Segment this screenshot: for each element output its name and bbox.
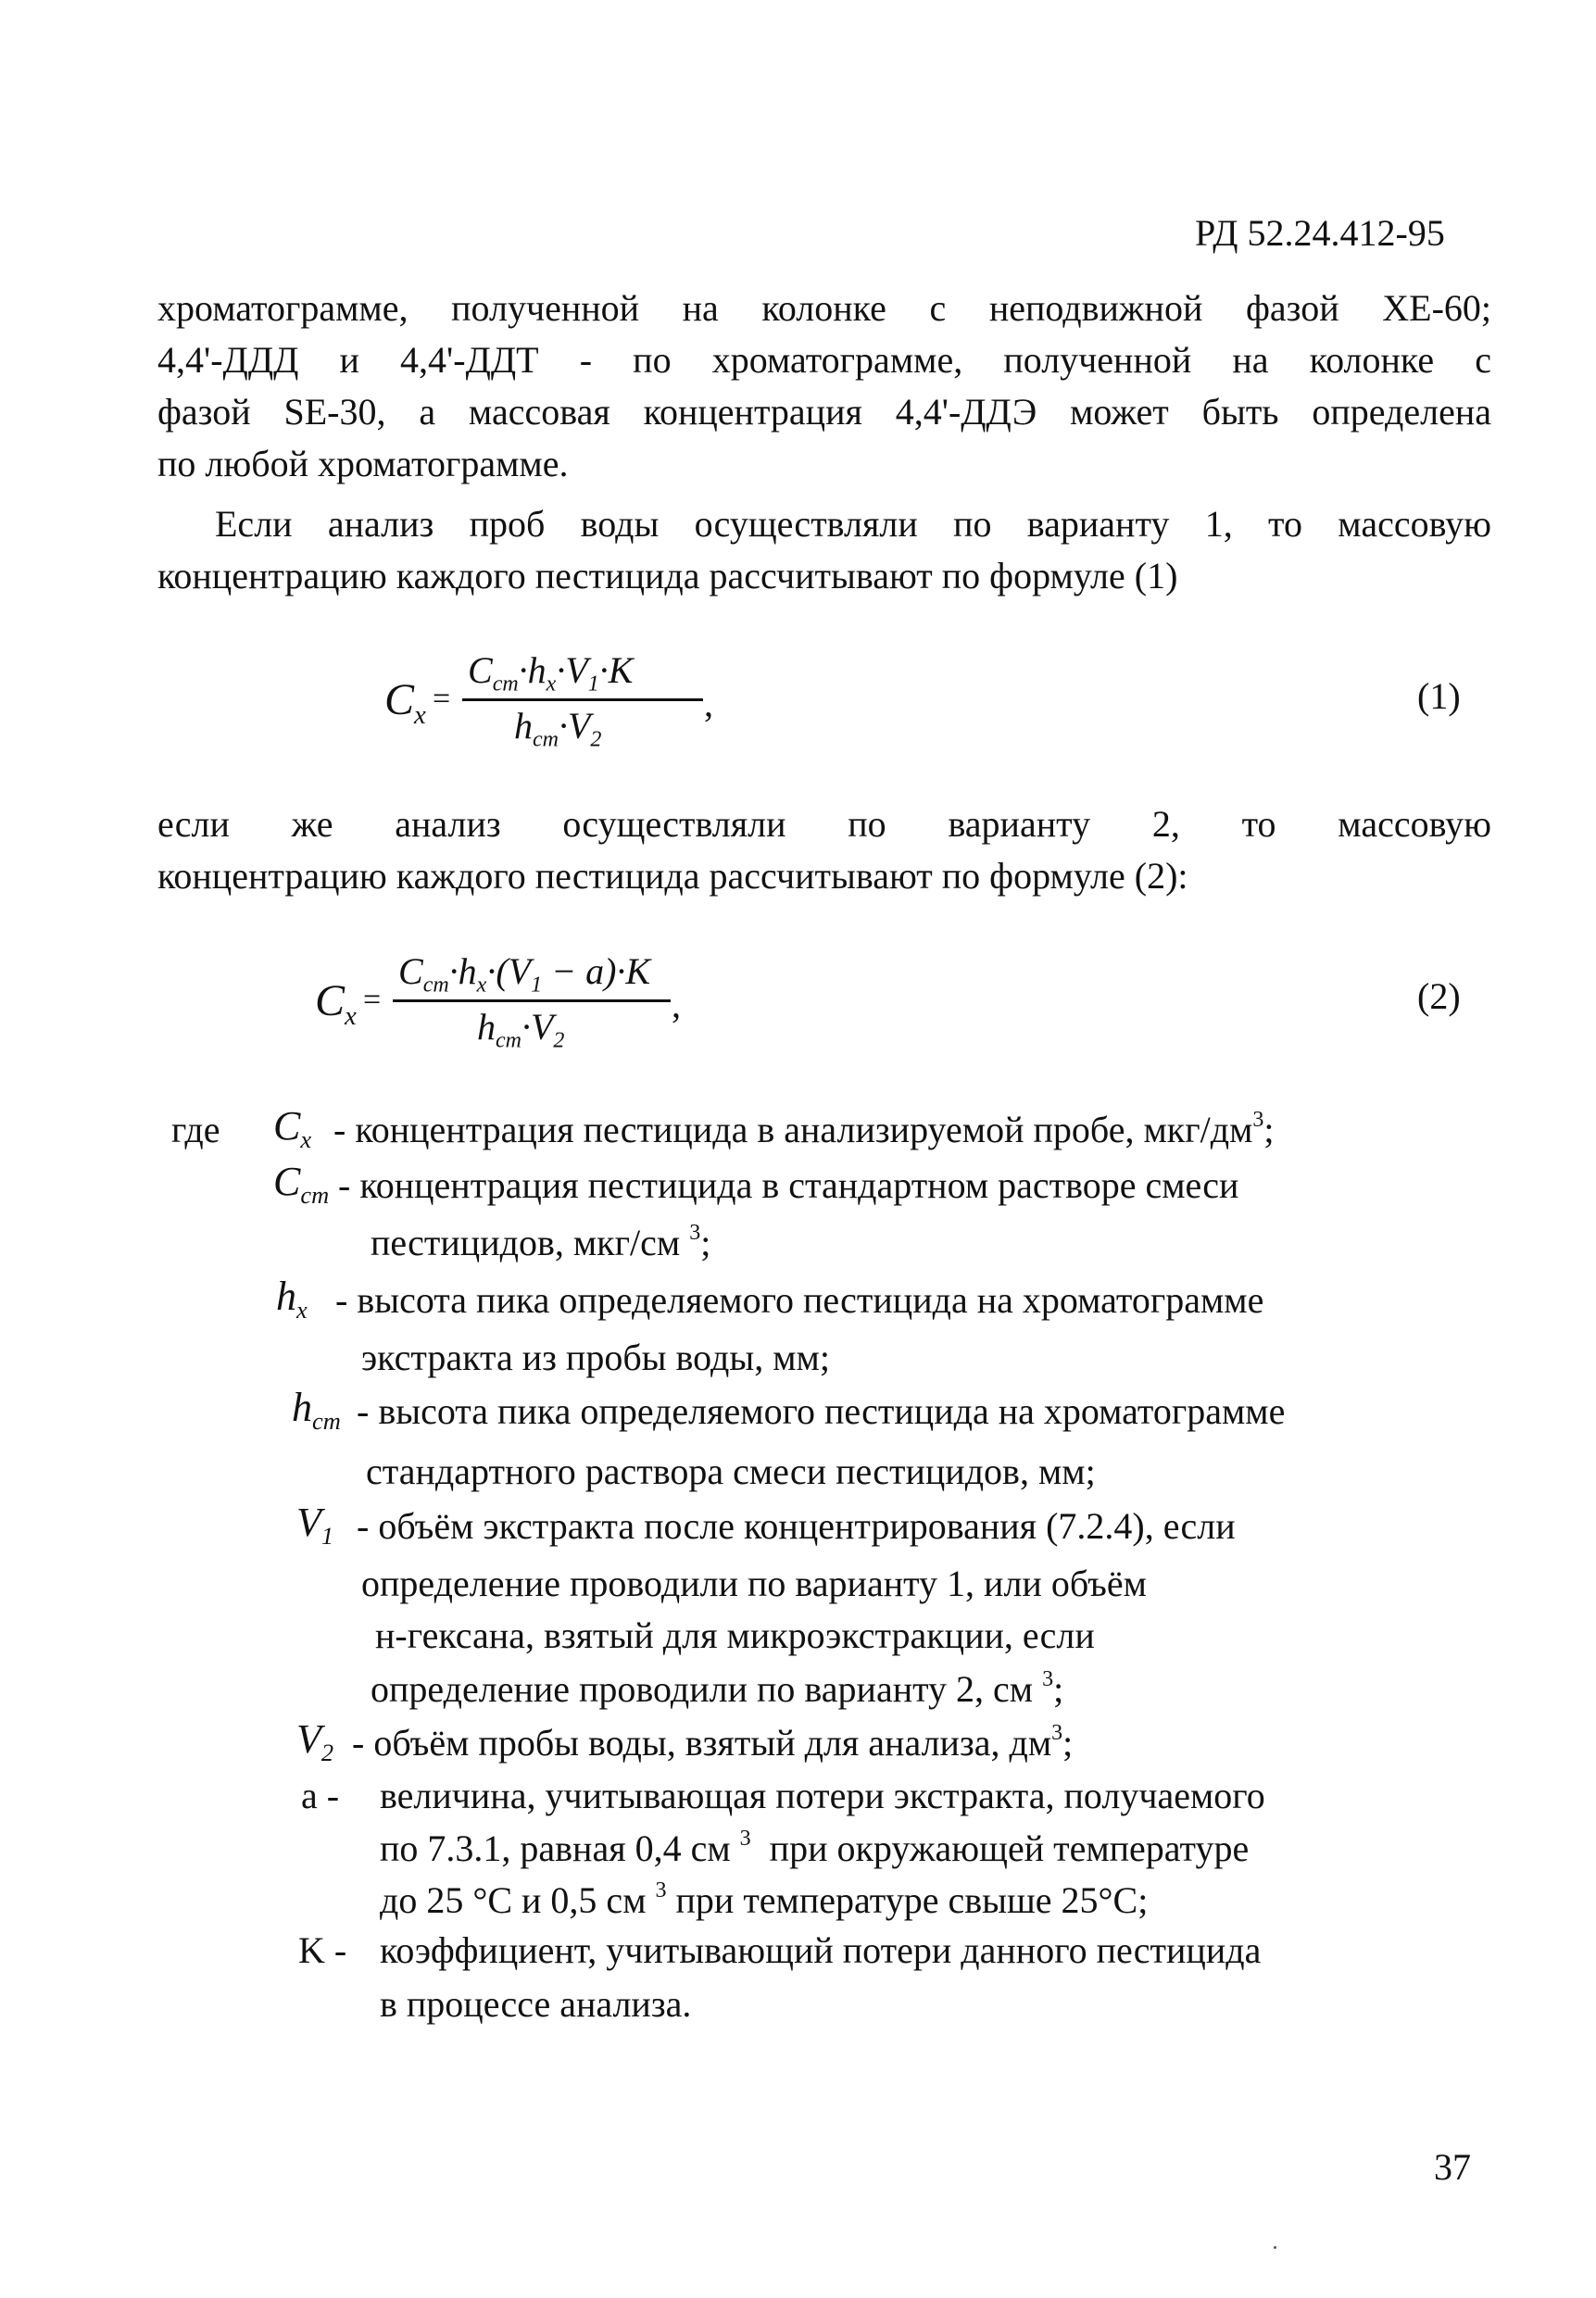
def-k-line-1: коэффициент, учитывающий потери данного пестицида <box>380 1929 1262 1971</box>
def-hx-line-2: экстракта из пробы воды, мм; <box>361 1337 830 1378</box>
def-v2-text: - объём пробы воды, взятый для анализа, $дм^3$; <box>352 1721 1074 1764</box>
formula-2-numerator: $C_{ст}\cdot h_x\cdot(V_1 - a)\cdot K$ <box>398 950 651 998</box>
def-hst-line-2: стандартного раствора смеси пестицидов, мм; <box>366 1450 1096 1492</box>
formula-1: $C_x$ = $C_{ст}\cdot h_x\cdot V_1\cdot K$ $h_{ст}\cdot V_2$ , <box>384 649 713 752</box>
def-v1-line-1: - объём экстракта после концентрирования (7.2.4), если <box>357 1505 1236 1547</box>
paragraph-2 <box>157 498 1491 602</box>
symbol-v2: $V_2$ <box>296 1716 334 1767</box>
document-code: РД 52.24.412-95 <box>1195 212 1445 254</box>
paragraph-line: Если анализ проб воды осуществляли по варианту 1, то массовую <box>215 503 1491 545</box>
def-cst-line-1: - концентрация пестицида в стандартном растворе смеси <box>338 1164 1239 1206</box>
formula-2: $C_x$ = $C_{ст}\cdot h_x\cdot(V_1 - a)\cdot K$ $h_{ст}\cdot V_2$ , <box>315 950 681 1053</box>
def-cx-text: - концентрация пестицида в анализируемой пробе, мкг/$дм^3$; <box>333 1108 1275 1150</box>
formula-1-comma: , <box>704 683 713 724</box>
def-k-line-2: в процессе анализа. <box>380 1983 692 2025</box>
symbol-hst: $h_{ст}$ <box>292 1385 341 1436</box>
def-a-line-3: до 25 °C и 0,5 см $^3$ при температуре свыше 25°C; <box>380 1878 1149 1921</box>
symbol-cx: $C_x$ <box>273 1103 312 1154</box>
equation-number-2: (2) <box>1417 975 1461 1017</box>
formula-1-lhs: $C_x$ <box>384 675 426 731</box>
paragraph-line: хроматограмме, полученной на колонке с неподвижной фазой XE-60; <box>157 287 1491 329</box>
symbol-cst: $C_{ст}$ <box>273 1159 330 1210</box>
def-a-line-2: по 7.3.1, равная 0,4 см $^3$ при окружающей температуре <box>380 1827 1250 1869</box>
def-v1-line-2: определение проводили по варианту 1, или объём <box>361 1563 1147 1604</box>
def-a-line-1: величина, учитывающая потери экстракта, получаемого <box>380 1775 1265 1816</box>
page-number: 37 <box>1434 2146 1471 2188</box>
def-v1-line-4: определение проводили по варианту 2, см $^3$; <box>371 1667 1064 1710</box>
formula-2-comma: , <box>672 984 681 1025</box>
paragraph-line: фазой SE-30, а массовая концентрация 4,4'-ДДЭ может быть определена <box>157 391 1491 433</box>
scan-speck <box>1274 2246 1276 2249</box>
symbol-v1: $V_1$ <box>296 1500 334 1551</box>
def-hx-line-1: - высота пика определяемого пестицида на хроматограмме <box>335 1279 1264 1321</box>
formula-1-denominator: $h_{ст}\cdot V_2$ <box>514 705 602 752</box>
symbol-k: K - <box>298 1929 347 1971</box>
paragraph-3 <box>157 798 1491 902</box>
fraction-bar <box>462 698 703 701</box>
equation-number-1: (1) <box>1417 675 1461 717</box>
formula-2-lhs: $C_x$ <box>315 976 357 1032</box>
paragraph-line: 4,4'-ДДД и 4,4'-ДДТ - по хроматограмме, полученной на колонке с <box>157 339 1491 381</box>
paragraph-line: если же анализ осуществляли по варианту 2, то массовую <box>157 803 1491 845</box>
def-cst-line-2: пестицидов, мкг/см $^3$; <box>371 1221 711 1263</box>
where-label: где <box>171 1109 220 1150</box>
fraction-bar <box>393 999 671 1002</box>
symbol-a: a - <box>301 1775 340 1816</box>
paragraph-1 <box>157 283 1491 490</box>
paragraph-line: концентрацию каждого пестицида рассчитывают по формуле (1) <box>157 555 1178 596</box>
symbol-hx: $h_x$ <box>276 1274 308 1325</box>
formula-1-numerator: $C_{ст}\cdot h_x\cdot V_1\cdot K$ <box>468 649 634 697</box>
def-v1-line-3: н-гексана, взятый для микроэкстракции, если <box>375 1614 1095 1656</box>
formula-2-denominator: $h_{ст}\cdot V_2$ <box>477 1006 565 1053</box>
paragraph-line: по любой хроматограмме. <box>157 443 569 484</box>
def-hst-line-1: - высота пика определяемого пестицида на хроматограмме <box>357 1390 1286 1432</box>
paragraph-line: концентрацию каждого пестицида рассчитывают по формуле (2): <box>157 855 1188 897</box>
